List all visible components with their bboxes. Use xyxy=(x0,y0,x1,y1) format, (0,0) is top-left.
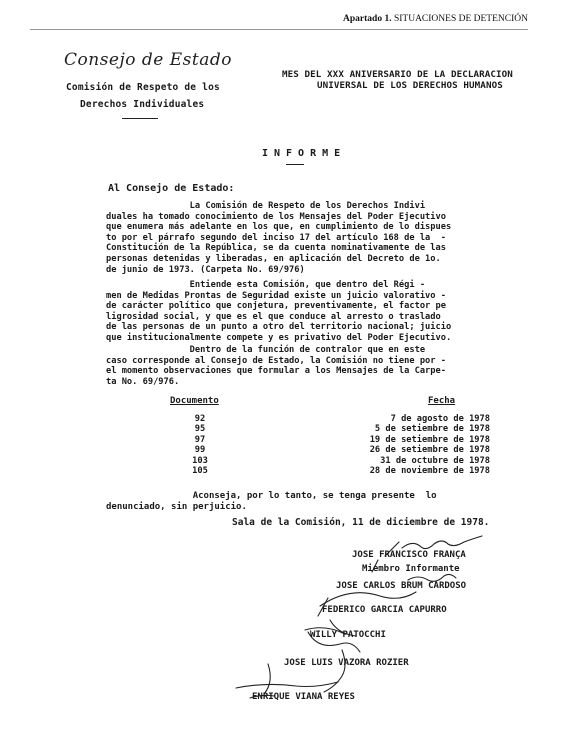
signature-stroke xyxy=(324,650,345,692)
doc-date: 26 de setiembre de 1978 xyxy=(369,445,490,456)
doc-date: 31 de octubre de 1978 xyxy=(380,455,490,466)
paragraph-line: caso corresponde al Consejo de Estado, la Comisión no tiene por - xyxy=(106,355,446,366)
signatory-name: JOSE CARLOS BRUM CARDOSO xyxy=(336,581,467,591)
doc-date: 19 de setiembre de 1978 xyxy=(369,434,490,445)
paragraph-line: ligrosidad social, y que es el que conduce al arresto o traslado xyxy=(106,311,441,322)
column-header-document: Documento xyxy=(170,396,219,406)
place-and-date: Sala de la Comisión, 11 de diciembre de 1978. xyxy=(232,517,490,528)
org-name-line2: Derechos Individuales xyxy=(80,99,205,110)
paragraph-line: La Comisión de Respeto de los Derechos Indivi xyxy=(106,201,426,211)
doc-date: 5 de setiembre de 1978 xyxy=(374,424,490,435)
doc-number: 105 xyxy=(192,466,208,477)
doc-number: 99 xyxy=(194,445,206,456)
document-title: INFORME xyxy=(262,148,347,159)
doc-date: 7 de agosto de 1978 xyxy=(390,414,490,424)
salutation: Al Consejo de Estado: xyxy=(108,183,235,194)
doc-date: 28 de noviembre de 1978 xyxy=(369,466,490,477)
signature-stroke xyxy=(264,664,270,694)
column-header-date: Fecha xyxy=(428,396,456,406)
paragraph-line: de las personas de un punto a otro del territorio nacional; juicio xyxy=(106,322,452,333)
signatory-name: FEDERICO GARCIA CAPURRO xyxy=(322,605,447,615)
signature-stroke xyxy=(320,592,416,606)
paragraph-line: que institucionalmente compete y es privativo del Poder Ejecutivo. xyxy=(106,332,452,343)
paragraph-line: de junio de 1973. (Carpeta No. 69/976) xyxy=(106,264,305,275)
paragraph-line: Constitución de la República, se da cuenta nominativamente de las xyxy=(106,243,446,254)
signature-stroke xyxy=(305,598,345,634)
closing-line: Aconseja, por lo tanto, se tenga presente lo xyxy=(106,491,437,501)
paragraph-line: ta No. 69/976. xyxy=(106,376,180,387)
doc-number: 95 xyxy=(194,424,206,435)
signatory-name: JOSE FRANCISCO FRANÇA xyxy=(352,550,466,560)
paragraph-line: duales ha tomado conocimiento de los Mensajes del Poder Ejecutivo xyxy=(106,211,446,222)
paragraph-line: personas detenidas y liberadas, en aplicación del Decreto de 1o. xyxy=(106,253,441,264)
doc-number: 103 xyxy=(192,455,208,466)
paragraph-line: men de Medidas Prontas de Seguridad existe un juicio valorativo - xyxy=(106,290,446,301)
signature-stroke xyxy=(236,682,338,688)
org-name-line1: Comisión de Respeto de los xyxy=(66,82,220,93)
anniversary-line2: UNIVERSAL DE LOS DERECHOS HUMANOS xyxy=(317,80,503,91)
signature-stroke xyxy=(402,536,482,549)
paragraph-line: Entiende esta Comisión, que dentro del Régi - xyxy=(106,280,426,290)
signatory-name: WILLY PATOCCHI xyxy=(310,630,386,640)
paragraph-line: el momento observaciones que formular a los Mensajes de la Carpe- xyxy=(106,366,446,377)
running-header-label: Apartado 1. xyxy=(343,14,392,24)
closing-line: denunciado, sin perjuicio. xyxy=(106,502,247,512)
running-header-section: SITUACIONES DE DETENCIÓN xyxy=(393,14,528,24)
letterhead-logo: Consejo de Estado xyxy=(64,50,232,70)
doc-number: 92 xyxy=(194,414,206,424)
signatory-name: JOSE LUIS VAZORA ROZIER xyxy=(284,658,409,668)
signatory-name: ENRIQUE VIANA REYES xyxy=(252,692,355,702)
paragraph-line: Dentro de la función de contralor que en este xyxy=(106,345,426,355)
paragraph-line: to por el párrafo segundo del inciso 17 del artículo 168 de la - xyxy=(106,232,446,243)
paragraph-line: que enumera más adelante en los que, en cumplimiento de lo dispues xyxy=(106,222,452,233)
signatory-role: Miembro Informante xyxy=(362,564,460,574)
anniversary-line1: MES DEL XXX ANIVERSARIO DE LA DECLARACION xyxy=(282,69,513,80)
doc-number: 97 xyxy=(194,434,206,445)
paragraph-line: de carácter político que conjetura, preventivamente, el factor pe xyxy=(106,301,446,312)
